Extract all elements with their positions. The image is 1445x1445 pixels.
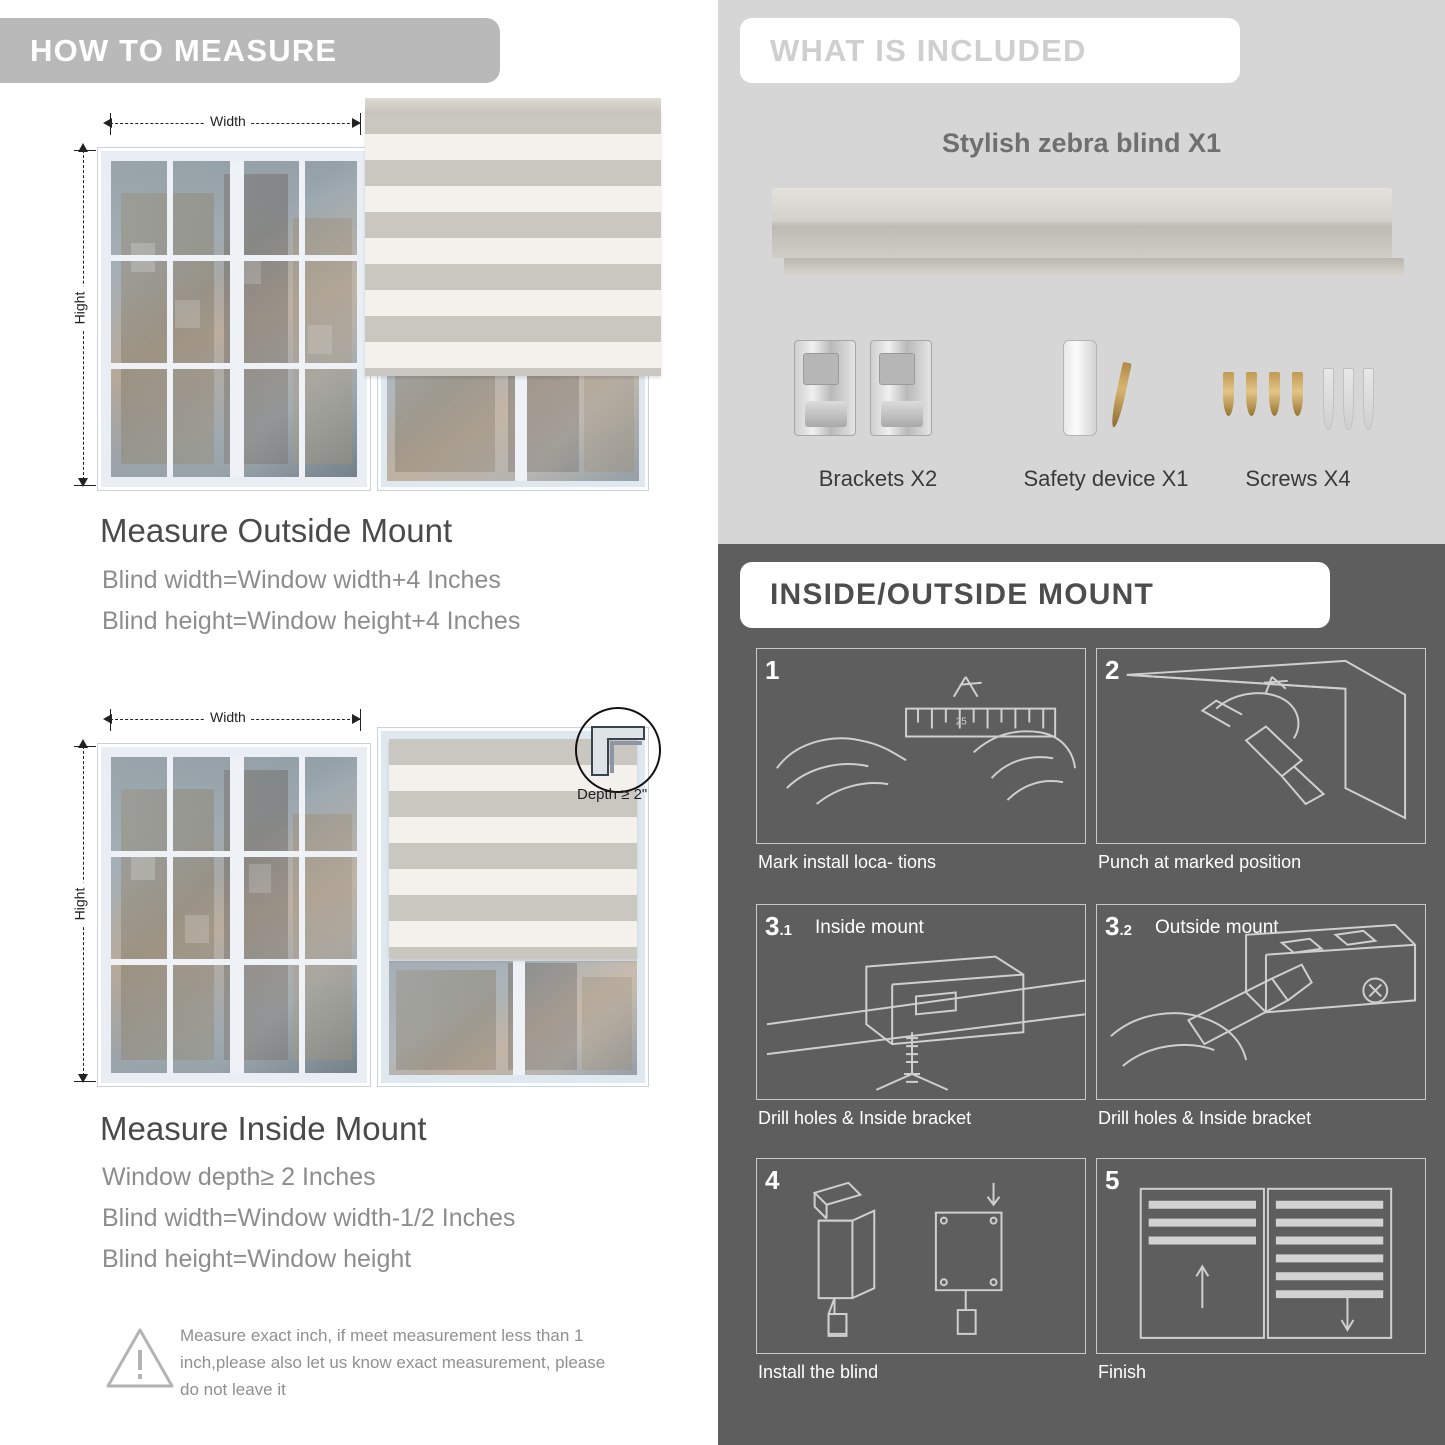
outside-width-tick-right	[360, 113, 361, 135]
depth-callout	[558, 705, 678, 825]
blind-window-glass-inside	[389, 961, 637, 1075]
column-divider	[710, 0, 718, 1445]
step-3-1-number-main: 3	[765, 911, 780, 941]
window-graphic-inside	[98, 744, 370, 1086]
anchor-icon-2	[1343, 368, 1354, 430]
included-main-item-label: Stylish zebra blind X1	[941, 128, 1222, 158]
bracket-icon-1	[794, 340, 856, 436]
depth-label: Depth ≥ 2"	[577, 786, 648, 803]
step-2-caption: Punch at marked position	[1098, 852, 1302, 872]
step-3-2-inline-label: Outside mount	[1155, 917, 1279, 938]
step-5-caption: Finish	[1098, 1362, 1147, 1382]
how-to-measure-panel	[0, 0, 710, 1445]
safety-device-label: Safety device X1	[1023, 466, 1189, 491]
inside-width-tick-left	[110, 709, 111, 731]
safety-device-icon	[1063, 340, 1097, 436]
window-mullion-a-inside	[167, 757, 173, 1073]
how-to-measure-header: HOW TO MEASURE	[0, 18, 500, 83]
step-3-1-caption: Drill holes & Inside bracket	[758, 1108, 972, 1128]
outside-mount-line-2: Blind height=Window height+4 Inches	[102, 607, 521, 635]
measure-note-text: Measure exact inch, if meet measurement less than 1 inch,please also let us know exact measurement, please do not leave it	[180, 1326, 606, 1399]
screw-icon-4	[1292, 372, 1303, 416]
inside-width-label: Width	[205, 709, 251, 725]
step-1	[756, 648, 1086, 844]
inside-height-label: Hight	[71, 883, 87, 926]
inside-outside-mount-header: INSIDE/OUTSIDE MOUNT	[740, 562, 1330, 628]
window-mullion-center-inside	[230, 757, 244, 1073]
bracket-icon-2	[870, 340, 932, 436]
step-4-sketch	[757, 1159, 1085, 1354]
step-1-sketch	[757, 649, 1085, 844]
window-rail-b	[111, 363, 357, 369]
zebra-shade-outside	[365, 108, 661, 376]
step-5	[1096, 1158, 1426, 1354]
step-3-1	[756, 904, 1086, 1100]
step-1-caption: Mark install loca- tions	[758, 852, 937, 872]
safety-device-screw-icon	[1109, 362, 1132, 428]
zebra-blind-headrail-graphic	[772, 188, 1392, 258]
outside-mount-title: Measure Outside Mount	[100, 512, 453, 549]
step-3-2	[1096, 904, 1426, 1100]
step-1-number: 1	[765, 655, 780, 685]
outside-mount-illustration	[70, 110, 670, 500]
window-mullion-b	[299, 161, 305, 477]
step-5-sketch	[1097, 1159, 1425, 1354]
anchor-icon-3	[1363, 368, 1374, 430]
step-2-sketch	[1097, 649, 1425, 844]
outside-height-label: Hight	[71, 287, 87, 330]
what-is-included-panel	[718, 0, 1445, 544]
step-3-2-sketch	[1097, 905, 1425, 1100]
screw-icon-1	[1223, 372, 1234, 416]
inside-width-tick-right	[360, 709, 361, 731]
outside-height-tick-top	[74, 150, 96, 151]
step-3-1-inline-label: Inside mount	[815, 917, 924, 938]
outside-width-tick-left	[110, 113, 111, 135]
step-3-2-number-sub: .2	[1119, 922, 1132, 939]
step-2-number: 2	[1105, 655, 1120, 685]
step-2	[1096, 648, 1426, 844]
inside-height-tick-top	[74, 746, 96, 747]
anchor-icon-1	[1323, 368, 1334, 430]
brackets-label: Brackets X2	[818, 466, 938, 491]
inside-mount-line-2: Blind width=Window width-1/2 Inches	[102, 1204, 516, 1232]
step-4	[756, 1158, 1086, 1354]
window-mullion-center	[230, 161, 244, 477]
inside-height-tick-bottom	[74, 1081, 96, 1082]
screws-label: Screws X4	[1245, 466, 1351, 491]
outside-mount-line-1: Blind width=Window width+4 Inches	[102, 566, 501, 594]
step-3-1-sketch	[757, 905, 1085, 1100]
warning-triangle-icon	[104, 1322, 176, 1394]
step-5-number: 5	[1105, 1165, 1120, 1195]
window-rail-b-inside	[111, 959, 357, 965]
svg-text:25: 25	[955, 716, 967, 728]
window-graphic-outside	[98, 148, 370, 490]
outside-width-label: Width	[205, 113, 251, 129]
outside-height-tick-bottom	[74, 485, 96, 486]
step-3-1-number-sub: .1	[779, 922, 792, 939]
step-3-2-caption: Drill holes & Inside bracket	[1098, 1108, 1312, 1128]
window-rail-a	[111, 255, 357, 261]
inside-mount-title: Measure Inside Mount	[100, 1110, 427, 1147]
inside-mount-illustration	[70, 706, 670, 1096]
window-rail-a-inside	[111, 851, 357, 857]
step-3-2-number-main: 3	[1105, 911, 1120, 941]
inside-mount-line-1: Window depth≥ 2 Inches	[102, 1163, 376, 1191]
what-is-included-header: WHAT IS INCLUDED	[740, 18, 1240, 83]
inside-outside-mount-panel	[718, 544, 1445, 1445]
step-4-caption: Install the blind	[758, 1362, 879, 1382]
window-mullion-b-inside	[299, 757, 305, 1073]
step-4-number: 4	[765, 1165, 780, 1195]
inside-mount-line-3: Blind height=Window height	[102, 1245, 412, 1273]
window-mullion-a	[167, 161, 173, 477]
screw-icon-2	[1246, 372, 1257, 416]
zebra-headrail-outside	[365, 98, 661, 114]
screw-icon-3	[1269, 372, 1280, 416]
